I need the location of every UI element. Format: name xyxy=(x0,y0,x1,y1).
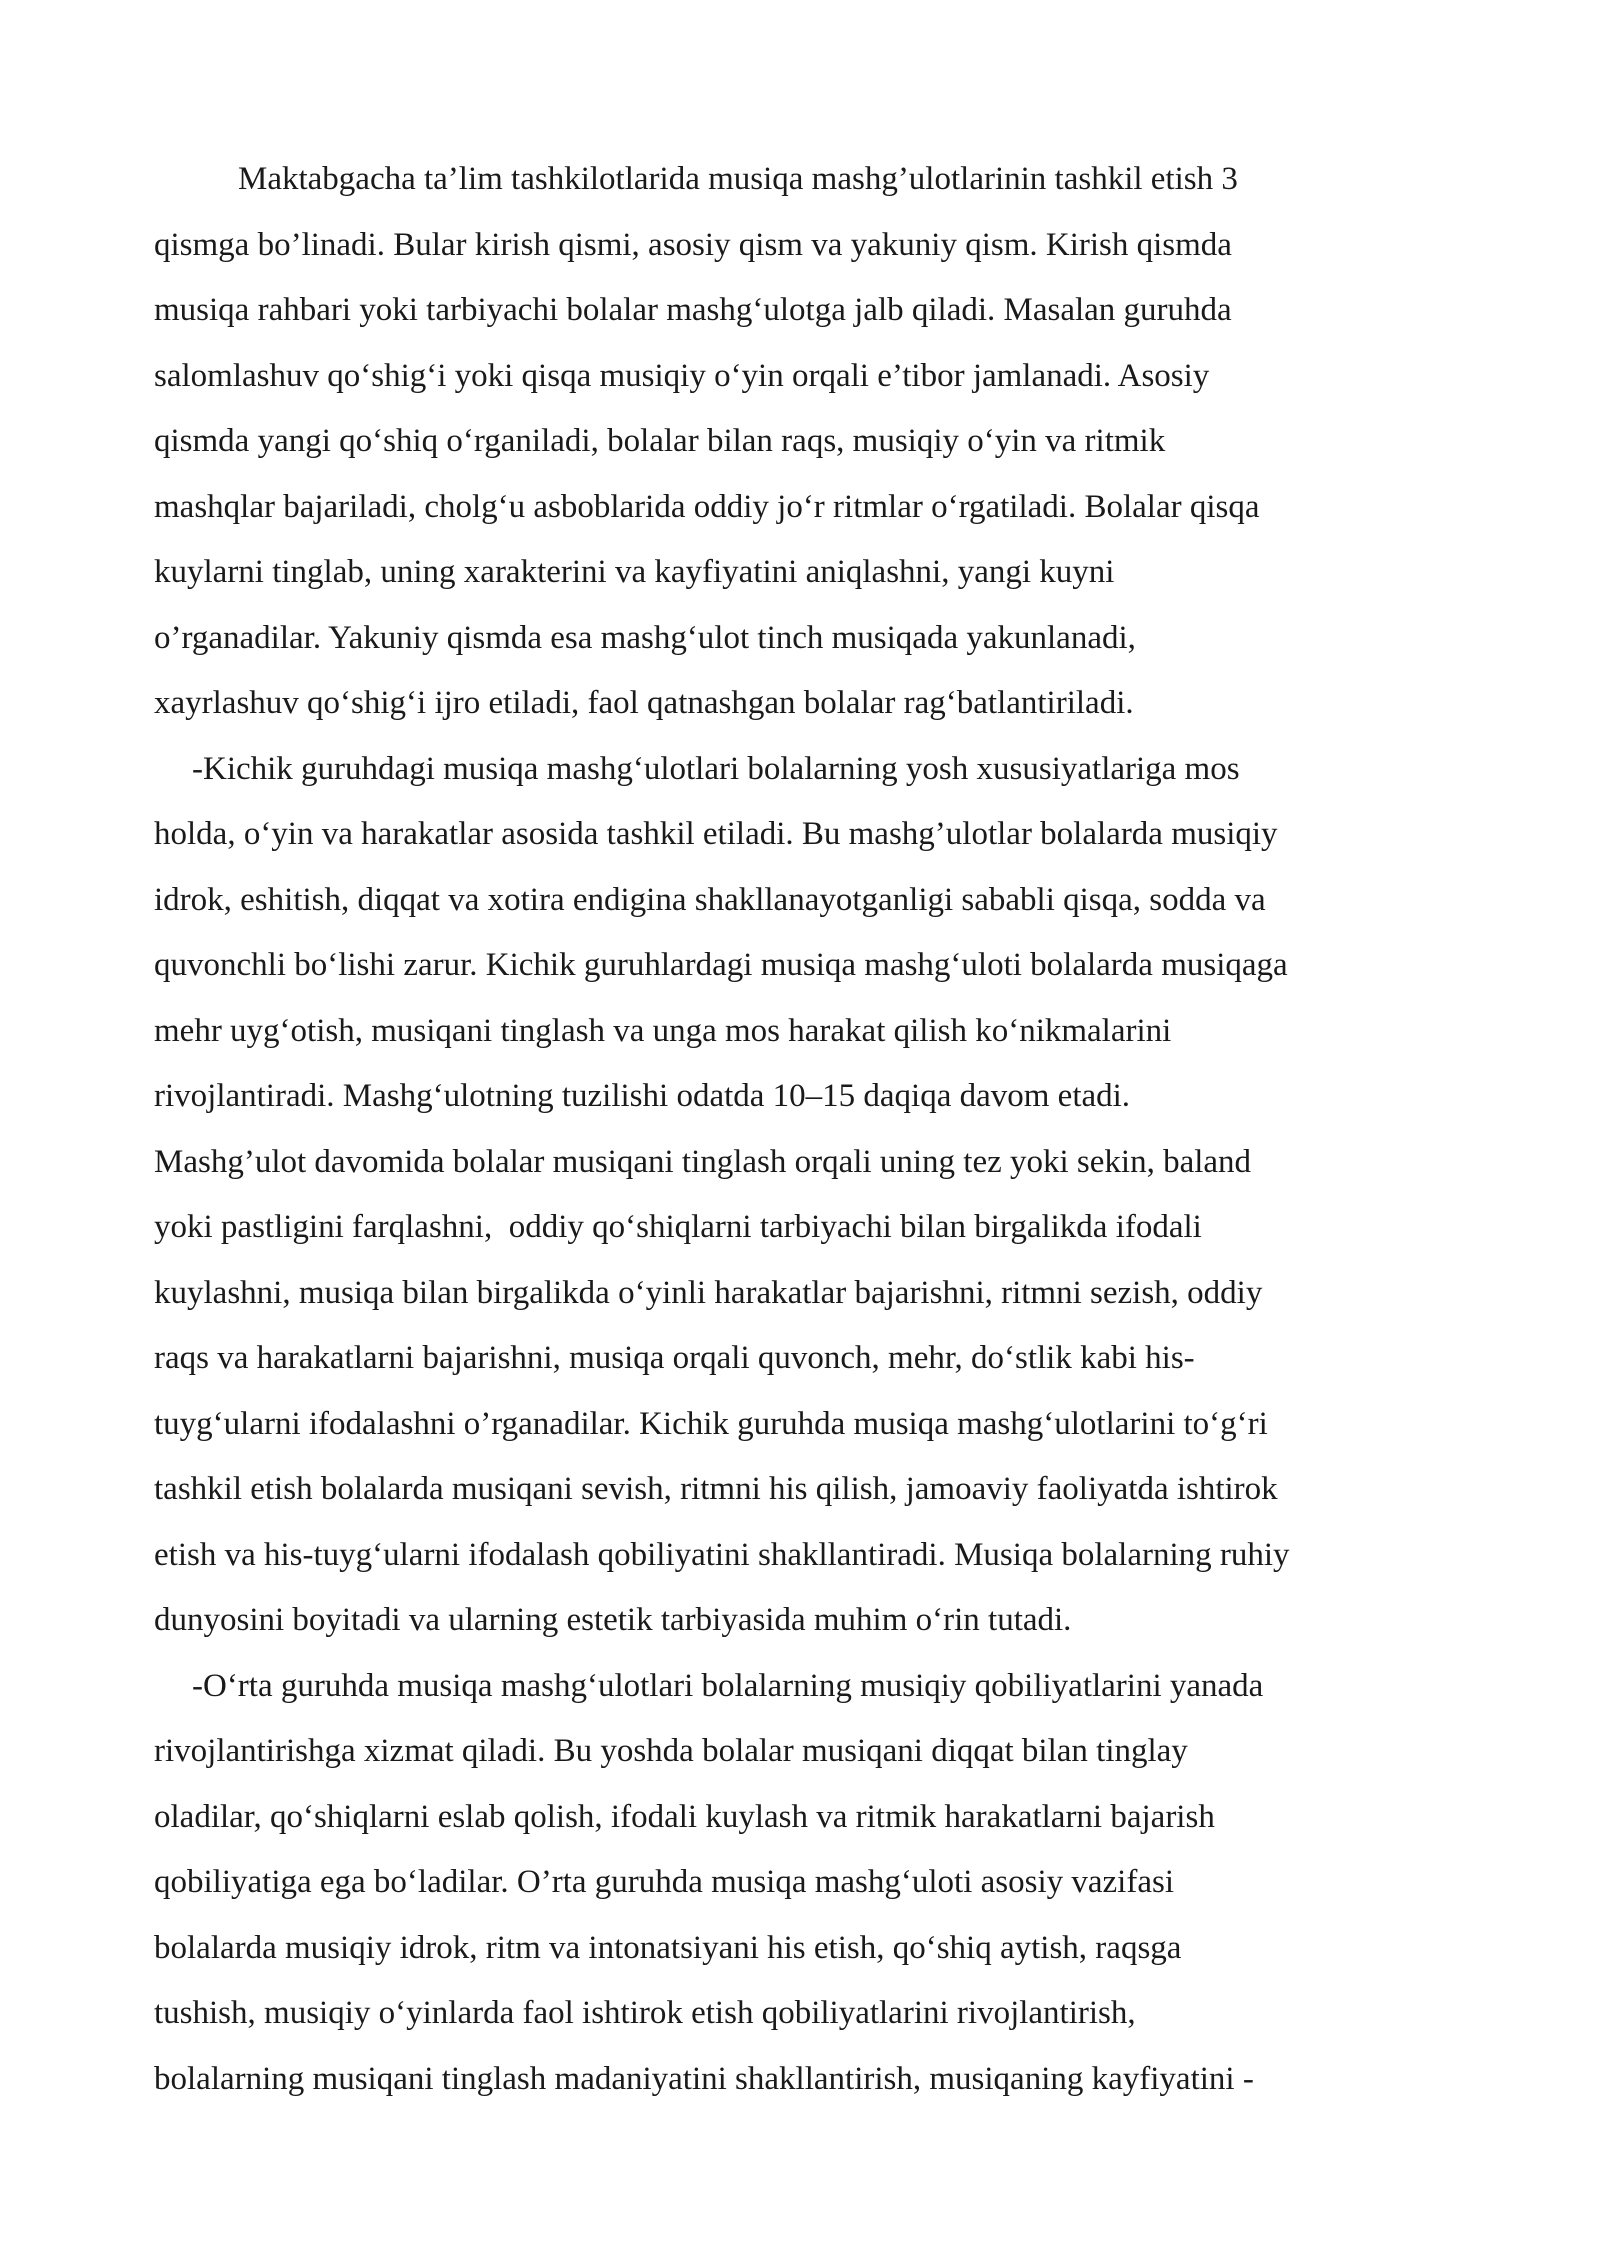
paragraph-2-line: holda, o‘yin va harakatlar asosida tashkil etiladi. Bu mashg’ulotlar bolalarda musiqiy xyxy=(154,816,1278,852)
paragraph-2-line: kuylashni, musiqa bilan birgalikda o‘yinli harakatlar bajarishni, ritmni sezish, oddiy xyxy=(154,1274,1263,1311)
paragraph-2-line: rivojlantiradi. Mashg‘ulotning tuzilishi odatda 10–15 daqiqa davom etadi. xyxy=(154,1078,1131,1114)
paragraph-1-line: xayrlashuv qo‘shig‘i ijro etiladi, faol qatnashgan bolalar rag‘batlantiriladi. xyxy=(154,685,1134,721)
paragraph-2-line: tuyg‘ularni ifodalashni o’rganadilar. Kichik guruhda musiqa mashg‘ulotlarini to‘g‘ri xyxy=(154,1405,1268,1442)
paragraph-3-line: bolalarda musiqiy idrok, ritm va intonatsiyani his etish, qo‘shiq aytish, raqsga xyxy=(154,1929,1182,1966)
paragraph-2-line: idrok, eshitish, diqqat va xotira endigina shakllanayotganligi sababli qisqa, sodda va xyxy=(154,881,1266,918)
paragraph-2-line: etish va his-tuyg‘ularni ifodalash qobiliyatini shakllantiradi. Musiqa bolalarning ruhiy xyxy=(154,1536,1290,1573)
paragraph-1-line: qismda yangi qo‘shiq o‘rganiladi, bolalar bilan raqs, musiqiy o‘yin va ritmik xyxy=(154,423,1166,459)
paragraph-1-line: musiqa rahbari yoki tarbiyachi bolalar mashg‘ulotga jalb qiladi. Masalan guruhda xyxy=(154,292,1232,328)
paragraph-1-line: kuylarni tinglab, uning xarakterini va kayfiyatini aniqlashni, yangi kuyni xyxy=(154,554,1115,590)
paragraph-3-line: tushish, musiqiy o‘yinlarda faol ishtirok etish qobiliyatlarini rivojlantirish, xyxy=(154,1995,1136,2031)
paragraph-2-line: yoki pastligini farqlashni, oddiy qo‘shiqlarni tarbiyachi bilan birgalikda ifodali xyxy=(154,1209,1202,1245)
paragraph-2-line: dunyosini boyitadi va ularning estetik tarbiyasida muhim o‘rin tutadi. xyxy=(154,1602,1072,1638)
paragraph-3-line: bolalarning musiqani tinglash madaniyatini shakllantirish, musiqaning kayfiyatini - xyxy=(154,2060,1254,2097)
paragraph-3-line: qobiliyatiga ega bo‘ladilar. O’rta guruhda musiqa mashg‘uloti asosiy vazifasi xyxy=(154,1864,1174,1900)
paragraph-2-line: Mashg’ulot davomida bolalar musiqani tinglash orqali uning tez yoki sekin, baland xyxy=(154,1143,1252,1180)
body-text xyxy=(154,147,1474,2112)
paragraph-1-line: mashqlar bajariladi, cholg‘u asboblarida oddiy jo‘r ritmlar o‘rgatiladi. Bolalar qisqa xyxy=(154,488,1260,525)
paragraph-1-line: o’rganadilar. Yakuniy qismda esa mashg‘ulot tinch musiqada yakunlanadi, xyxy=(154,619,1136,656)
paragraph-3-line: -O‘rta guruhda musiqa mashg‘ulotlari bolalarning musiqiy qobiliyatlarini yanada xyxy=(192,1667,1264,1704)
paragraph-2-line: quvonchli bo‘lishi zarur. Kichik guruhlardagi musiqa mashg‘uloti bolalarda musiqaga xyxy=(154,947,1288,983)
paragraph-1-line: Maktabgacha ta’lim tashkilotlarida musiqa mashg’ulotlarinin tashkil etish 3 xyxy=(238,161,1238,197)
paragraph-3-line: rivojlantirishga xizmat qiladi. Bu yoshda bolalar musiqani diqqat bilan tinglay xyxy=(154,1733,1188,1769)
paragraph-3-line: oladilar, qo‘shiqlarni eslab qolish, ifodali kuylash va ritmik harakatlarni bajarish xyxy=(154,1798,1215,1835)
paragraph-1-line: qismga bo’linadi. Bular kirish qismi, asosiy qism va yakuniy qism. Kirish qismda xyxy=(154,226,1232,263)
paragraph-1-line: salomlashuv qo‘shig‘i yoki qisqa musiqiy o‘yin orqali e’tibor jamlanadi. Asosiy xyxy=(154,357,1210,394)
paragraph-2-line: -Kichik guruhdagi musiqa mashg‘ulotlari bolalarning yosh xususiyatlariga mos xyxy=(192,750,1240,787)
paragraph-2-line: raqs va harakatlarni bajarishni, musiqa orqali quvonch, mehr, do‘stlik kabi his- xyxy=(154,1340,1195,1376)
paragraph-2-line: tashkil etish bolalarda musiqani sevish, ritmni his qilish, jamoaviy faoliyatda ishtirok xyxy=(154,1471,1278,1507)
paragraph-2-line: mehr uyg‘otish, musiqani tinglash va unga mos harakat qilish ko‘nikmalarini xyxy=(154,1012,1172,1049)
